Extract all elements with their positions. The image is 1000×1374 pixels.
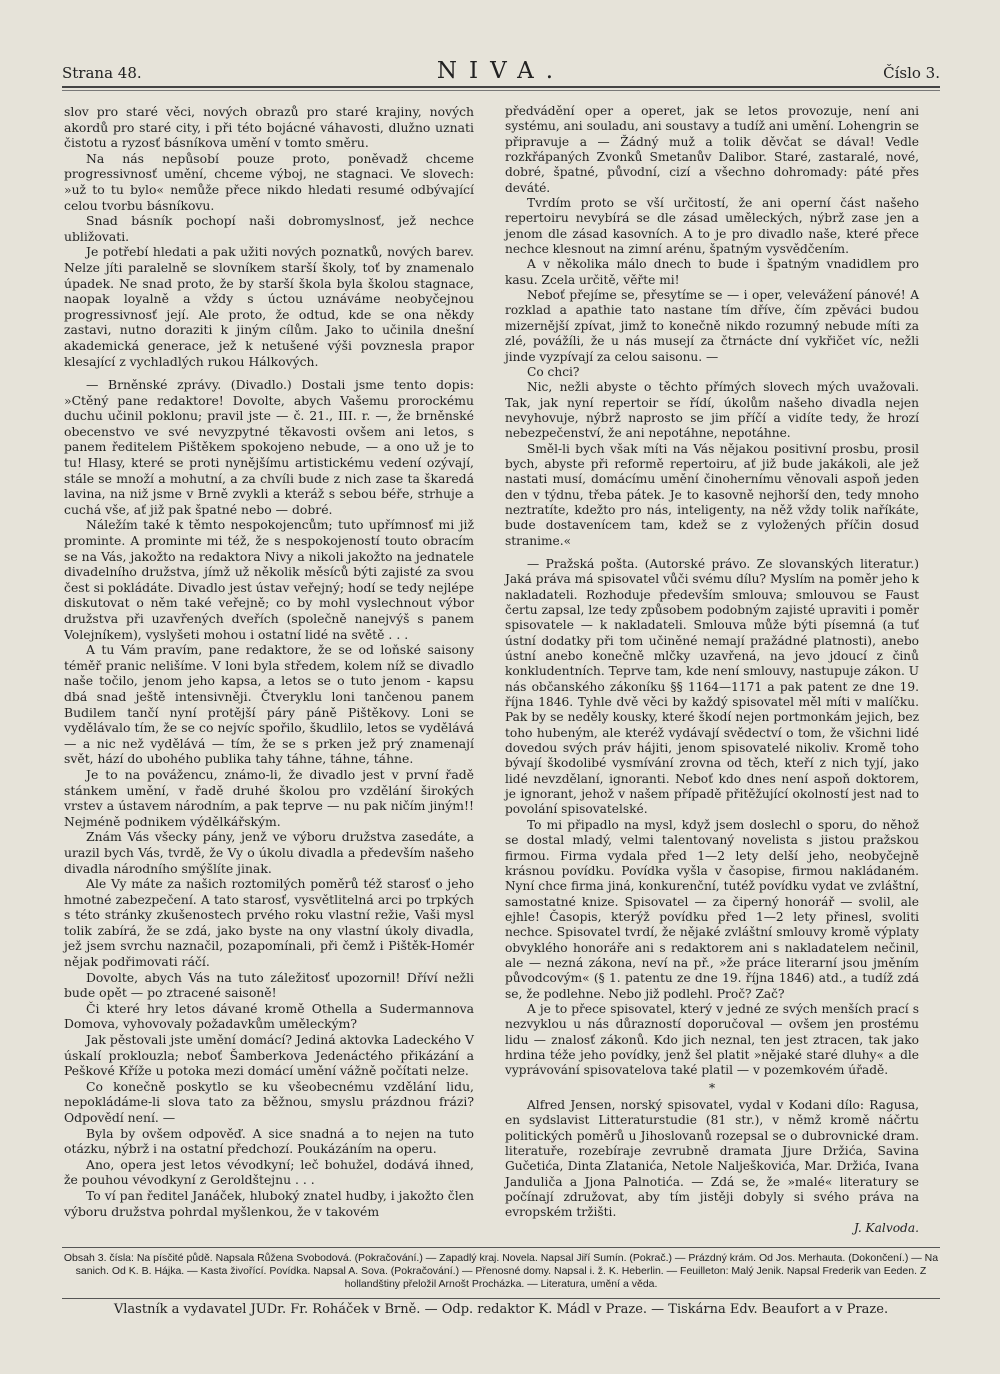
paragraph: Co konečně poskytlo se ku všeobecnému vzdělání lidu, nepokládáme-li slova tato za běžnou, smyslu prázdnou frázi? Odpovědí není. —: [64, 1078, 474, 1125]
paragraph: Snad básník pochopí naši dobromyslnosť, jež nechce ubližovati.: [64, 213, 474, 244]
paragraph: Alfred Jensen, norský spisovatel, vydal v Kodani dílo: Ragusa, en sydslavist Litteraturstudie (81 str.), v němž kromě náčrtu politických poměrů u Jihoslovanů rozepsal se o dubrovnické dram. literatuře, rozebíraje zevrubně dramata Jjure Držića, Savina Gučetića, Dinta Zlatanića, Netole Nalješkovića, Mar. Držića, Ivana Janduliča a Jjona Palnotića. — Zdá se, že »malé« literatury se počínají združovat, aby tím jistěji dobyly si svého práva na evropském tržišti.: [505, 1098, 919, 1220]
paragraph: Tvrdím proto se vší určitostí, že ani operní část našeho repertoiru nevybírá se dle zásad uměleckých, nýbrž zase jen a jenom dle zásad kasovních. A to je pro divadlo naše, které přece nechce klesnout na zimní arénu, špatným vysvědčením.: [505, 196, 919, 257]
publication-title: NIVA.: [436, 58, 566, 84]
paragraph: To ví pan ředitel Janáček, hluboký znatel hudby, i jakožto člen výboru družstva pohrdal myšlenkou, že v takovém: [64, 1187, 474, 1219]
paragraph: Na nás nepůsobí pouze proto, poněvadž chceme progressivnosť umění, chceme výboj, ne stagnaci. Ve slovech: »už to tu bylo« nemůže přece nikdo hledati resumé odbývající celou tvorbu básníkovu.: [64, 150, 474, 213]
paragraph: Jak pěstovali jste umění domácí? Jediná aktovka Ladeckého V úskalí proklouzla; neboť Šamberkova Jedenáctého přikázání a Peškové Kříže u potoka mezi domácí umění vážně počítati nelze.: [64, 1032, 474, 1079]
header-rule-thin: [62, 90, 940, 91]
header-rule: [62, 86, 940, 88]
issue-number: Číslo 3.: [883, 64, 940, 82]
paragraph: Byla by ovšem odpověď. A sice snadná a to nejen na tuto otázku, nýbrž i na ostatní předchozí. Poukázáním na operu.: [64, 1125, 474, 1157]
paragraph: předvádění oper a operet, jak se letos provozuje, není ani systému, ani souladu, ani soustavy a tudíž ani umění. Lohengrin se připravuje a — Žádný muž a tolik děvčat se dával! Vedle rozkřápaných Zvonků Smetanův Dalibor. Staré, zastaralé, nové, dobré, špatné, původní, cizí a všechno dohromady: páté přes deváté.: [505, 104, 919, 195]
section-brno-news: — Brněnské zprávy. (Divadlo.) Dostali jsme tento dopis: »Ctěný pane redaktore! Dovolte, abych Vašemu prorockému duchu učinil poklonu; pravil jste — č. 21., III. r. —, že brněnské obecenstvo ve své nevyzpytné těkavosti ovšem ani letos, s panem ředitelem Pištěkem spokojeno nebude, — a ono už je to tu! Hlasy, které se proti nynějšímu artistickému vedení ozývají, stále se množí a mohutní, a za chvíli bude z nich zase ta škaredá lavina, na niž jsme v Brně zvykli a kteráž s sebou béře, strhuje a cuchá vše, ať již pak špatné nebo — dobré.: [64, 377, 474, 517]
footer-rule: [62, 1298, 940, 1299]
paragraph: Ale Vy máte za našich roztomilých poměrů též starosť o jeho hmotné zabezpečení. A tato starosť, vysvětlitelná arci po trpkých s této stránky zkušenostech prvého roku vlastní režie, Vaši mysl tolik zabírá, že se zdá, jako byste na ony vlastní úkoly divadla, jež jsem svrchu naznačil, pozapomínali, při čemž i Pištěk-Homér nějak podřimovati ráčí.: [64, 876, 474, 970]
paragraph: A v několika málo dnech to bude i špatným vnadidlem pro kasu. Zcela určitě, věřte mi!: [505, 257, 919, 287]
paragraph: Je to na povážencu, známo-li, že divadlo jest v první řadě stánkem umění, v řadě druhé školou pro vzdělání širokých vrstev a ústavem národním, a pak teprve — nu pak ničím jiným!! Nejméně podnikem výdělkářským.: [64, 766, 474, 829]
page-header: [62, 58, 940, 88]
paragraph: Ano, opera jest letos vévodkyní; leč bohužel, dodává ihned, že pouhou vévodkyní z Geroldštejnu . . .: [64, 1156, 474, 1188]
paragraph: A je to přece spisovatel, který v jedné ze svých menších prací s nezvyklou u nás důrazností doporučoval — ovšem jen prostému lidu — znalosť zákonů. Kdo jich neznal, ten jest ztracen, tak jako hrdina téže jeho povídky, jenž šel platit »nějaké staré dluhy« a dle vyprávování spisovatelova také platil — v pozemkovém úřadě.: [505, 1001, 919, 1078]
issue-contents: Obsah 3. čísla: Na písčité půdě. Napsala Růžena Svobodová. (Pokračování.) — Zapadlý kraj. Novela. Napsal Jiří Sumín. (Pokrač.) — Prázdný krám. Od Jos. Merhauta. (Dokončení.) — Na sanich. Od K. B. Hájka. — Kasta živořící. Povídka. Napsal A. Sova. (Pokračování.) — Přenosné domy. Napsal i. ž. K. Heberlin. — Feuilleton: Malý Jenik. Napsal Frederik van Eeden. Z hollandštiny přeložil Arnošt Procházka. — Literatura, umění a věda.: [63, 1252, 939, 1290]
left-column: [64, 104, 474, 1219]
paragraph: Znám Vás všecky pány, jenž ve výboru družstva zasedáte, a urazil bych Vás, tvrdě, že Vy o úkolu divadla a především našeho divadla národního smýšlíte jinak.: [64, 829, 474, 876]
paragraph: A tu Vám pravím, pane redaktore, že se od loňské saisony téměř pranic nelišíme. V loni byla středem, kolem níž se divadlo naše točilo, jenom jeho kapsa, a letos se o tuto jenom - kapsu dbá snad ještě intensivněji. Čtveryklu loni tančenou panem Budilem tančí nyní protější páry páně Pištěkovy. Loni se vydělávalo tím, že se co nejvíc spořilo, škudlilo, letos se vydělává — a nic než vydělává — tím, že se s prken jež prý znamenají svět, hází do ubohého publika tahy táhne, táhne, táhne.: [64, 642, 474, 767]
publisher-footer: Vlastník a vydavatel JUDr. Fr. Roháček v Brně. — Odp. redaktor K. Mádl v Praze. — Tiskárna Edv. Beaufort a v Praze.: [113, 1302, 889, 1317]
paragraph: To mi připadlo na mysl, když jsem doslechl o sporu, do něhož se dostal mladý, velmi talentovaný novelista s jistou pražskou firmou. Firma vydala před 1—2 lety delší jeho, neobyčejně krásnou povídku. Povídka vyšla v časopise, firmou nakládaném. Nyní chce firma jiná, konkurenční, tutéž povídku vydat ve zvláštní, samostatné knize. Spisovatel — za čiperný honorář — svolil, ale ejhle! Časopis, kterýž povídku před 1—2 lety přinesl, svoliti nechce. Spisovatel tvrdí, že nějaké zvláštní smlouvy kromě výplaty obvyklého honoráře ani s redaktorem ani s nakladatelem nečinil, ale — nezná zákona, neví na př., »že práce literarní jsou jměním původcovým« (§ 1. patentu ze dne 19. října 1846) atd., a tudíž zdá se, že podlehne. Nebo již podlehl. Proč? Zač?: [505, 817, 919, 1001]
right-column: [505, 104, 919, 1236]
paragraph: Nic, nežli abyste o těchto přímých slovech mých uvažovali. Tak, jak nyní repertoir se řídí, úkolům našeho divadla nejen nevyhovuje, nýbrž naprosto se jim příčí a vidíte tedy, že hrozí nebezpečenství, že ani nepotáhne, nepotáhne.: [505, 380, 919, 441]
paragraph: Náležím také k těmto nespokojencům; tuto upřímnosť mi již prominte. A prominte mi též, že s nespokojeností touto obracím se na Vás, jakožto na redaktora Nivy a nikoli jakožto na jednatele divadelního družstva, jímž už několik měsíců býti zajisté za svou čest si pokládáte. Divadlo jest ústav veřejný; hodí se tedy nejlépe diskutovat o něm také veřejně; co by mohl vyslechnout výbor družstva při uzavřených dveřích (společně nanejvýš s panem Volejníkem), vyslyšeti mohou i ostatní lidé na světě . . .: [64, 517, 474, 642]
section-divider-asterisk: *: [708, 1080, 716, 1095]
paragraph: Co chci?: [527, 364, 580, 379]
paragraph: slov pro staré věci, nových obrazů pro staré krajiny, nových akordů pro staré city, i při této bojácné váhavosti, dlužno uznati čistotu a ryzosť básníkova umění v tomto směru.: [64, 104, 474, 151]
paragraph: Je potřebí hledati a pak užiti nových poznatků, nových barev. Nelze jíti paralelně se slovníkem starší školy, toť by znamenalo úpadek. Ne snad proto, že by starší škola byla školou stagnace, naopak loyalně a vždy s úctou uznáváme neobyčejnou progressivnosť její. Ale proto, že odtud, kde se ona někdy zastavi, nutno doraziti k jiným cílům. Jako to učinila dnešní akademická generace, jež k netušené výši povznesla prapor klesající z vychladlých rukou Hálkových.: [64, 244, 474, 369]
page-number: Strana 48.: [62, 64, 142, 82]
contents-rule: [62, 1247, 940, 1248]
author-signature: J. Kalvoda.: [853, 1220, 919, 1235]
paragraph: Směl-li bych však míti na Vás nějakou positivní prosbu, prosil bych, abyste při reformě repertoiru, ať již bude jakákoli, ale jež nastati musí, domácímu umění činohernímu věnovali aspoň jeden den v týdnu, třeba pátek. Je to kasovně nejhorší den, tedy mnoho neztratíte, kdežto pro nás, inteligenty, na něž vždy tolik naříkáte, bude dostavenícem tam, kdež se z vyložených příčin dosud stranime.«: [505, 441, 919, 548]
paragraph: Dovolte, abych Vás na tuto záležitosť upozornil! Dříví nežli bude opět — po ztracené saisoně!: [64, 969, 474, 1001]
paragraph: Či které hry letos dávané kromě Othella a Sudermannova Domova, vyhovovaly požadavkům uměleckým?: [64, 1000, 474, 1032]
section-prague-post: — Pražská pošta. (Autorské právo. Ze slovanských literatur.) Jaká práva má spisovatel vůči svému dílu? Myslím na poměr jeho k nakladateli. Rozhoduje především smlouva; smlouvou se Faust čertu zapsal, lze tedy způsobem podobným zajisté upraviti i poměr spisovatele — k nakladateli. Smlouva může býti písemná (a tuť ústní dodatky při tom učiněné nemají pražádné platnosti), anebo ústní anebo konečně mlčky uzavřená, na jevo jdoucí z činů konkludentních. Teprve tam, kde není smlouvy, nastupuje zákon. U nás občanského zákoníku §§ 1164—1171 a pak patent ze dne 19. října 1846. Tyhle dvě věci by každý spisovatel měl míti v malíčku. Pak by se neděly kousky, které škodí nejen portmonkám jejich, bez toho hubeným, ale kteréž vydávají svědectví o tom, že všichni lidé dovedou svých práv hájiti, jenom spisovatelé nikoliv. Kromě toho bývají škodolibé vysmívání zrovna od těch, kteří z nich tyjí, jako lidé nevzdělaní, ignoranti. Neboť kdo dnes není aspoň doktorem, je ignorant, jehož v našem případě přitěžující okolností jest nad to povolání spisovatelské.: [505, 556, 919, 817]
paragraph: Neboť přejíme se, přesytíme se — i oper, velevážení pánové! A rozklad a apathie tato nastane tím dříve, čím zpěváci budou mizernější zpívat, jimž to konečně nikdo rozumný nebude míti za zlé, povážíli, že u nás musejí za čtrnácte dní vykřičet víc, nežli jinde vyzpívají za celou saisonu. —: [505, 288, 919, 364]
